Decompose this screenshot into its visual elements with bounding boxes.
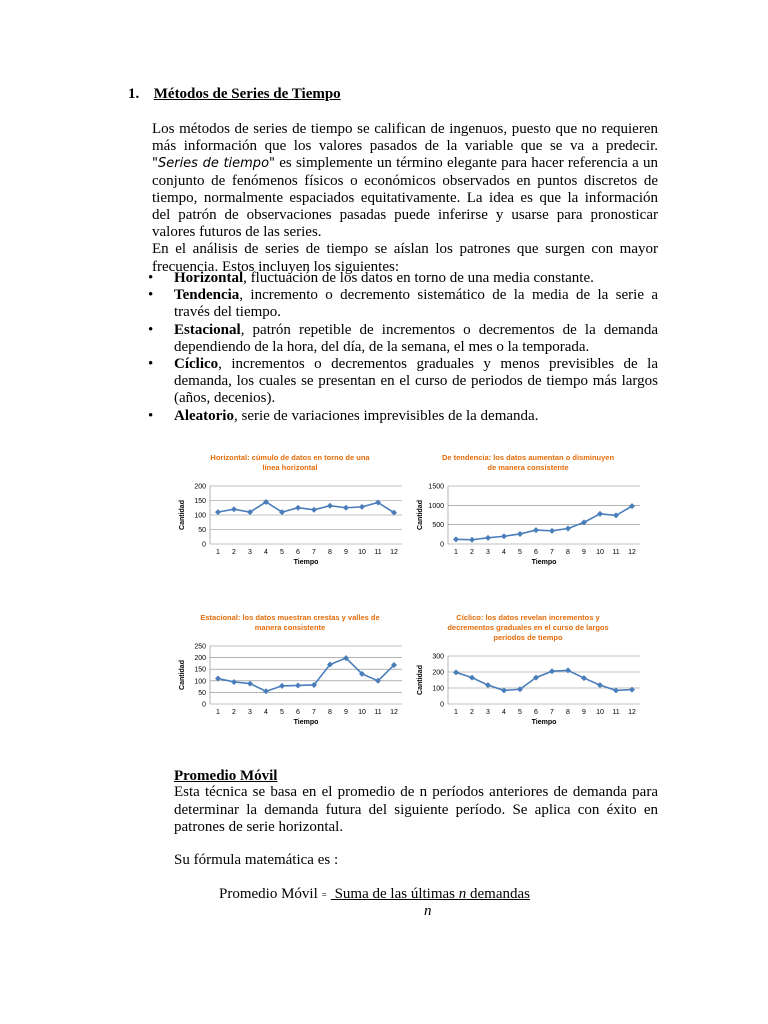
x-tick-label: 4 bbox=[264, 549, 268, 556]
intro-line: valores futuros de las series. bbox=[152, 224, 322, 241]
y-tick-label: 300 bbox=[432, 653, 444, 661]
x-axis-label: Tiempo bbox=[531, 719, 557, 726]
section-heading bbox=[128, 86, 341, 103]
x-tick-label: 8 bbox=[328, 709, 332, 716]
chart-svg bbox=[408, 612, 648, 742]
intro-line-rest: es simplemente un término elegante para hacer referencia a un bbox=[275, 155, 658, 172]
list-item-estacional bbox=[152, 322, 658, 356]
x-tick-label: 4 bbox=[502, 709, 506, 716]
x-tick-label: 7 bbox=[312, 709, 316, 716]
data-point bbox=[359, 504, 365, 510]
list-item-text: (años, decenios). bbox=[174, 390, 276, 407]
y-tick-label: 50 bbox=[198, 689, 206, 697]
moving-average-title: Promedio Móvil bbox=[174, 768, 278, 784]
series-term: "Series de tiempo" bbox=[152, 156, 275, 172]
list-item-text: , patrón repetible de incrementos o decrementos de la demanda bbox=[240, 321, 658, 338]
data-point bbox=[247, 681, 253, 687]
data-point bbox=[597, 511, 603, 517]
formula-denominator: n bbox=[424, 903, 432, 919]
chart-ciclico bbox=[408, 612, 648, 742]
list-item-term: Tendencia bbox=[174, 287, 240, 304]
x-tick-label: 12 bbox=[628, 549, 636, 556]
series-line bbox=[456, 506, 632, 540]
data-point bbox=[279, 683, 285, 689]
x-tick-label: 5 bbox=[518, 709, 522, 716]
chart-title-line: de manera consistente bbox=[487, 463, 569, 472]
data-point bbox=[517, 531, 523, 537]
chart-title-line: Cíclico: los datos revelan incrementos y bbox=[456, 613, 600, 622]
list-item-text: , serie de variaciones imprevisibles de la demanda. bbox=[233, 407, 539, 424]
x-tick-label: 5 bbox=[518, 549, 522, 556]
list-item-text: demanda, los cuales se presentan en el curso de periodos de tiempo más largos bbox=[174, 373, 658, 390]
y-tick-label: 500 bbox=[432, 522, 444, 530]
chart-title-line: decrementos graduales en el curso de largos bbox=[447, 623, 609, 632]
data-point bbox=[469, 537, 475, 543]
data-point bbox=[485, 535, 491, 541]
data-point bbox=[629, 687, 635, 693]
data-point bbox=[597, 682, 603, 688]
y-tick-label: 100 bbox=[432, 685, 444, 693]
x-axis-label: Tiempo bbox=[293, 559, 319, 566]
x-tick-label: 6 bbox=[296, 709, 300, 716]
y-tick-label: 200 bbox=[194, 483, 206, 491]
chart-svg bbox=[408, 452, 648, 582]
x-tick-label: 9 bbox=[344, 709, 348, 716]
x-tick-label: 11 bbox=[612, 549, 620, 556]
y-axis-label: Cantidad bbox=[417, 500, 424, 530]
x-tick-label: 12 bbox=[628, 709, 636, 716]
x-tick-label: 7 bbox=[550, 709, 554, 716]
y-axis-label: Cantidad bbox=[417, 665, 424, 695]
paragraph-line: determinar la demanda futura del siguiente período. Se aplica con éxito en bbox=[174, 801, 658, 818]
intro-line: conjunto de fenómenos físicos o económicos observados en puntos discretos de bbox=[152, 172, 658, 189]
data-point bbox=[485, 682, 491, 688]
data-point bbox=[501, 533, 507, 539]
x-tick-label: 7 bbox=[550, 549, 554, 556]
x-tick-label: 9 bbox=[582, 549, 586, 556]
x-tick-label: 1 bbox=[454, 549, 458, 556]
data-point bbox=[231, 506, 237, 512]
list-item-term: Aleatorio bbox=[174, 407, 234, 424]
x-tick-label: 3 bbox=[486, 549, 490, 556]
data-point bbox=[327, 503, 333, 509]
x-tick-label: 12 bbox=[390, 549, 398, 556]
series-line bbox=[218, 502, 394, 513]
section-title: Métodos de Series de Tiempo bbox=[153, 86, 341, 102]
list-item-text: través del tiempo. bbox=[174, 304, 282, 321]
list-item-ciclico bbox=[152, 356, 658, 408]
x-axis-label: Tiempo bbox=[531, 559, 557, 566]
x-tick-label: 2 bbox=[232, 549, 236, 556]
intro-line: del patrón de observaciones pasadas puede inferirse y usarse para pronosticar bbox=[152, 207, 658, 224]
data-point bbox=[215, 509, 221, 515]
list-item-term: Estacional bbox=[174, 321, 241, 338]
data-point bbox=[533, 527, 539, 533]
x-tick-label: 3 bbox=[248, 549, 252, 556]
data-point bbox=[453, 536, 459, 542]
y-axis-label: Cantidad bbox=[179, 660, 186, 690]
chart-title-line: manera consistente bbox=[254, 623, 326, 632]
x-tick-label: 9 bbox=[582, 709, 586, 716]
x-tick-label: 12 bbox=[390, 709, 398, 716]
x-tick-label: 3 bbox=[248, 709, 252, 716]
y-tick-label: 200 bbox=[194, 655, 206, 663]
pattern-list bbox=[152, 270, 658, 425]
x-tick-label: 4 bbox=[264, 709, 268, 716]
chart-title-line: De tendencia: los datos aumentan o disminuyen bbox=[441, 453, 615, 462]
x-tick-label: 6 bbox=[534, 709, 538, 716]
intro-line: más información que los valores pasados de la variable que se va a predecir. bbox=[152, 138, 658, 155]
list-item-text: , incrementos o decrementos graduales y menos previsibles de la bbox=[218, 356, 658, 373]
formula-numerator bbox=[331, 886, 530, 902]
x-tick-label: 10 bbox=[358, 549, 366, 556]
data-point bbox=[501, 687, 507, 693]
intro-paragraph bbox=[152, 121, 658, 276]
series-line bbox=[456, 670, 632, 690]
moving-average-formula bbox=[219, 886, 530, 919]
x-tick-label: 8 bbox=[566, 709, 570, 716]
x-tick-label: 11 bbox=[374, 709, 382, 716]
y-tick-label: 0 bbox=[202, 701, 206, 709]
x-tick-label: 6 bbox=[296, 549, 300, 556]
data-point bbox=[263, 688, 269, 694]
y-tick-label: 100 bbox=[194, 512, 206, 520]
intro-line bbox=[152, 155, 658, 172]
x-tick-label: 3 bbox=[486, 709, 490, 716]
data-point bbox=[295, 505, 301, 511]
list-item-text: , fluctuación de los datos en torno de una media constante. bbox=[243, 270, 594, 286]
x-tick-label: 1 bbox=[216, 549, 220, 556]
moving-average-paragraph bbox=[174, 784, 658, 837]
x-tick-label: 10 bbox=[596, 709, 604, 716]
formula-num-b: demandas bbox=[466, 886, 530, 902]
list-item-text: , incremento o decremento sistemático de la media de la serie a bbox=[239, 287, 658, 304]
y-axis-label: Cantidad bbox=[179, 500, 186, 530]
formula-equals: = bbox=[321, 890, 327, 900]
chart-svg bbox=[170, 612, 410, 742]
chart-title-line: Horizontal: cúmulo de datos en torno de una bbox=[210, 453, 370, 462]
list-item-horizontal bbox=[152, 270, 658, 287]
y-tick-label: 250 bbox=[194, 643, 206, 651]
x-tick-label: 10 bbox=[596, 549, 604, 556]
data-point bbox=[581, 675, 587, 681]
chart-svg bbox=[170, 452, 410, 582]
data-point bbox=[565, 526, 571, 532]
list-item-aleatorio bbox=[152, 408, 658, 425]
x-tick-label: 7 bbox=[312, 549, 316, 556]
data-point bbox=[469, 675, 475, 681]
data-point bbox=[453, 669, 459, 675]
y-tick-label: 0 bbox=[440, 541, 444, 549]
x-tick-label: 6 bbox=[534, 549, 538, 556]
x-axis-label: Tiempo bbox=[293, 719, 319, 726]
x-tick-label: 8 bbox=[566, 549, 570, 556]
x-tick-label: 11 bbox=[612, 709, 620, 716]
x-tick-label: 10 bbox=[358, 709, 366, 716]
y-tick-label: 150 bbox=[194, 498, 206, 505]
x-tick-label: 5 bbox=[280, 549, 284, 556]
x-tick-label: 9 bbox=[344, 549, 348, 556]
x-tick-label: 2 bbox=[470, 549, 474, 556]
list-item-text: dependiendo de la hora, del día, de la semana, el mes o la temporada. bbox=[174, 338, 590, 355]
series-line bbox=[218, 658, 394, 691]
formula-num-a: Suma de las últimas bbox=[330, 886, 459, 902]
y-tick-label: 1500 bbox=[428, 483, 444, 491]
paragraph-line: patrones de serie horizontal. bbox=[174, 819, 344, 835]
y-tick-label: 100 bbox=[194, 678, 206, 686]
chart-title-line: Estacional: los datos muestran crestas y valles de bbox=[200, 613, 380, 622]
chart-tendencia bbox=[408, 452, 648, 582]
y-tick-label: 0 bbox=[202, 541, 206, 549]
chart-title-line: períodos de tiempo bbox=[493, 633, 563, 642]
y-tick-label: 50 bbox=[198, 527, 206, 534]
x-tick-label: 4 bbox=[502, 549, 506, 556]
section-number: 1. bbox=[128, 86, 140, 102]
x-tick-label: 1 bbox=[454, 709, 458, 716]
data-point bbox=[549, 668, 555, 674]
formula-intro: Su fórmula matemática es : bbox=[174, 852, 339, 868]
data-point bbox=[549, 528, 555, 534]
data-point bbox=[295, 682, 301, 688]
intro-line: Los métodos de series de tiempo se califican de ingenuos, puesto que no requieren bbox=[152, 121, 658, 137]
chart-title-line: línea horizontal bbox=[262, 463, 318, 472]
x-tick-label: 8 bbox=[328, 549, 332, 556]
list-item-tendencia bbox=[152, 287, 658, 321]
data-point bbox=[231, 679, 237, 685]
y-tick-label: 1000 bbox=[428, 502, 444, 510]
x-tick-label: 11 bbox=[374, 549, 382, 556]
intro-line: tiempo, normalmente espaciados equitativamente. La idea es que la información bbox=[152, 189, 658, 206]
x-tick-label: 1 bbox=[216, 709, 220, 716]
x-tick-label: 5 bbox=[280, 709, 284, 716]
list-item-term: Horizontal bbox=[174, 270, 244, 286]
data-point bbox=[565, 667, 571, 673]
chart-estacional bbox=[170, 612, 410, 742]
intro-line: En el análisis de series de tiempo se aíslan los patrones que surgen con mayor bbox=[152, 241, 658, 258]
list-item-term: Cíclico bbox=[174, 356, 219, 373]
y-tick-label: 200 bbox=[432, 669, 444, 677]
x-tick-label: 2 bbox=[232, 709, 236, 716]
x-tick-label: 2 bbox=[470, 709, 474, 716]
paragraph-line: Esta técnica se basa en el promedio de n períodos anteriores de demanda para bbox=[174, 784, 658, 800]
formula-num-n: n bbox=[458, 886, 467, 902]
formula-lhs: Promedio Móvil bbox=[219, 886, 318, 902]
data-point bbox=[613, 687, 619, 693]
data-point bbox=[343, 505, 349, 511]
data-point bbox=[311, 507, 317, 513]
chart-horizontal bbox=[170, 452, 410, 582]
y-tick-label: 150 bbox=[194, 666, 206, 674]
y-tick-label: 0 bbox=[440, 701, 444, 709]
intro-line: frecuencia. Estos incluyen los siguientes: bbox=[152, 258, 400, 275]
